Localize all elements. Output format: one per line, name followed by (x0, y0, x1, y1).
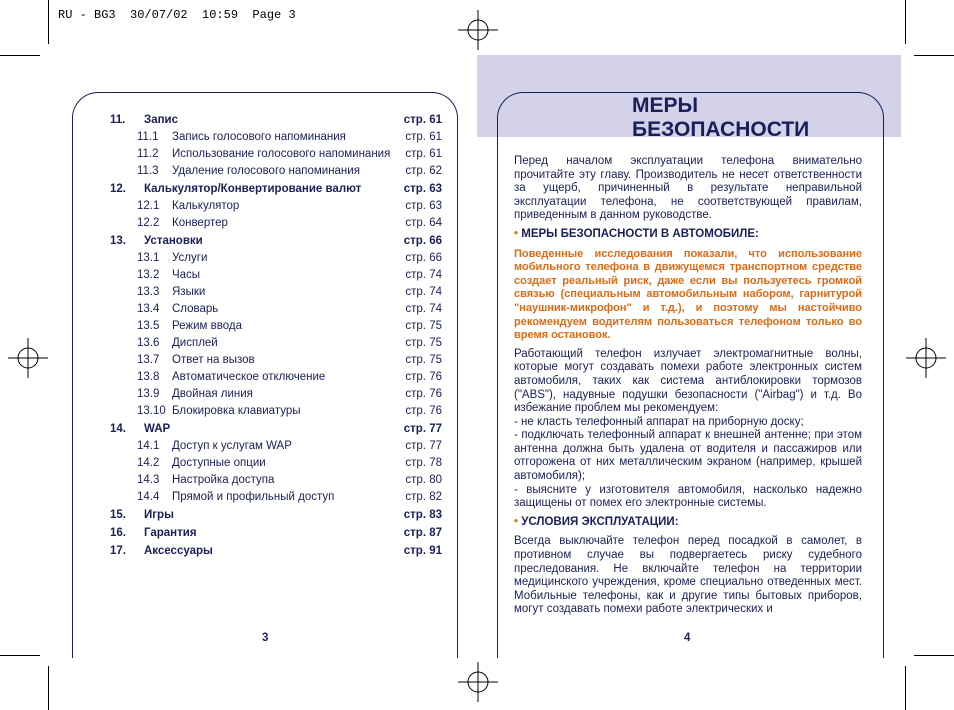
toc-title: Удаление голосового напоминания (172, 165, 360, 177)
toc-number: 12.1 (137, 200, 160, 212)
toc-number: 13.2 (137, 269, 160, 281)
toc-label (137, 146, 397, 163)
section-heading-car: • МЕРЫ БЕЗОПАСНОСТИ В АВТОМОБИЛЕ: (514, 227, 759, 240)
toc-title: Словарь (172, 303, 219, 315)
toc-number: 15. (110, 509, 126, 521)
toc-row (110, 267, 442, 284)
toc-number: 13.10 (137, 405, 166, 417)
toc-label (110, 507, 364, 524)
toc-number: 12. (110, 183, 126, 195)
toc-page: стр. 76 (405, 388, 442, 400)
toc-number: 13.5 (137, 320, 160, 332)
toc-title: Гарантия (144, 527, 197, 539)
toc-page: стр. 66 (403, 235, 442, 247)
toc-label (137, 472, 397, 489)
crop-mark (914, 655, 954, 656)
toc-row (110, 318, 442, 335)
toc-page: стр. 75 (405, 320, 442, 332)
toc-number: 11.1 (137, 131, 159, 143)
toc-page: стр. 75 (405, 337, 442, 349)
toc-row (110, 215, 442, 232)
intro-paragraph: Перед началом эксплуатации телефона внимательно прочитайте эту главу. Производитель не несет ответственности за ущерб, причиненный в результате неправильной эксплуатации телефона, не соответствующей правилам, приведенным в данном руководстве. (514, 155, 862, 222)
toc-title: Режим ввода (172, 320, 242, 332)
safety-text (514, 155, 862, 622)
toc-row (110, 421, 442, 438)
toc-page: стр. 78 (405, 457, 442, 469)
toc-row (110, 146, 442, 163)
toc-page: стр. 80 (405, 474, 442, 486)
toc-number: 14.1 (137, 440, 160, 452)
toc-page: стр. 91 (403, 545, 442, 557)
toc-number: 14.3 (137, 474, 160, 486)
toc-title: Доступные опции (172, 457, 266, 469)
toc-number: 13. (110, 235, 126, 247)
toc-page: стр. 61 (403, 114, 442, 126)
toc-page: стр. 63 (403, 183, 442, 195)
registration-mark-icon (906, 338, 946, 378)
toc-number: 13.7 (137, 354, 160, 366)
toc-page: стр. 61 (405, 148, 442, 160)
crop-mark (914, 55, 954, 56)
toc-row (110, 455, 442, 472)
registration-mark-icon (458, 10, 498, 50)
right-page-number: 4 (684, 632, 691, 644)
toc-number: 11. (110, 114, 126, 126)
toc-label (137, 335, 397, 352)
toc-row (110, 301, 442, 318)
toc-title: Услуги (172, 252, 208, 264)
toc-title: Установки (144, 235, 203, 247)
toc-row (110, 369, 442, 386)
toc-title: Использование голосового напоминания (172, 148, 391, 160)
crop-mark (905, 666, 906, 710)
warning-paragraph: Поведенные исследования показали, что использование мобильного телефона в движущемся транспортном средстве создает реальный риск, даже если вы пользуетесь громкой связью (специальным автомобильным набором, гарнитурой "наушник-микрофон" и т.д.), и поэтому мы настойчиво рекомендуем водителям пользоваться телефоном только во время остановок. (514, 247, 862, 342)
registration-mark-icon (8, 338, 48, 378)
toc-row (110, 472, 442, 489)
toc-label (137, 284, 397, 301)
toc-title: Аксессуары (144, 545, 213, 557)
toc-page: стр. 62 (405, 165, 442, 177)
toc-title: Игры (144, 509, 174, 521)
toc-title: Запис (144, 114, 179, 126)
toc-label (137, 215, 397, 232)
list-item: - подключать телефонный аппарат к внешней антенне; при этом антенна должна быть удалена от водителя и пассажиров или отгорожена от них металлическим экраном (например, крышей автомобиля); (514, 429, 862, 483)
toc-page: стр. 74 (405, 269, 442, 281)
toc-number: 13.8 (137, 371, 160, 383)
toc-title: Настройка доступа (172, 474, 275, 486)
toc-label (137, 352, 397, 369)
toc-row (110, 525, 442, 542)
crop-mark (48, 0, 49, 44)
toc-label (137, 403, 397, 420)
emission-paragraph: Работающий телефон излучает электромагнитные волны, которые могут создавать помехи работе электронных систем автомобиля, таких как система антиблокировки тормозов ("ABS"), надувные подушки безопасности ("Airbag") и т.д. Во избежание проблем мы рекомендуем: (514, 347, 862, 415)
toc-row (110, 233, 442, 250)
toc-page: стр. 76 (405, 371, 442, 383)
toc-page: стр. 74 (405, 286, 442, 298)
toc-number: 13.6 (137, 337, 160, 349)
toc-row (110, 403, 442, 420)
toc-row (110, 489, 442, 506)
toc-title: Конвертер (172, 217, 228, 229)
toc-page: стр. 75 (405, 354, 442, 366)
toc-title: Калькулятор/Конвертирование валют (144, 183, 362, 195)
print-header: RU - BG3 30/07/02 10:59 Page 3 (58, 8, 296, 22)
toc-number: 14.4 (137, 491, 160, 503)
toc-number: 14.2 (137, 457, 160, 469)
left-page-number: 3 (262, 632, 269, 644)
toc-label (110, 112, 364, 129)
toc-label (110, 181, 364, 198)
toc-title: Прямой и профильный доступ (172, 491, 335, 503)
toc-title: Калькулятор (172, 200, 240, 212)
toc-number: 13.1 (137, 252, 160, 264)
toc-page: стр. 83 (403, 509, 442, 521)
toc-row (110, 181, 442, 198)
toc-row (110, 507, 442, 524)
crop-mark (48, 666, 49, 710)
crop-mark (0, 655, 40, 656)
toc-row (110, 352, 442, 369)
toc-title: WAP (144, 423, 171, 435)
crop-mark (0, 55, 40, 56)
toc-page: стр. 63 (405, 200, 442, 212)
toc-row (110, 198, 442, 215)
toc-row (110, 386, 442, 403)
toc-number: 14. (110, 423, 126, 435)
toc-row (110, 163, 442, 180)
toc-number: 13.9 (137, 388, 160, 400)
toc-label (110, 543, 364, 560)
page-title: МЕРЫ БЕЗОПАСНОСТИ (632, 94, 810, 141)
list-item: - не класть телефонный аппарат на приборную доску; (514, 415, 804, 428)
toc-page: стр. 82 (405, 491, 442, 503)
toc-title: Доступ к услугам WAP (172, 440, 292, 452)
toc-number: 13.4 (137, 303, 160, 315)
list-item: - выясните у изготовителя автомобиля, насколько надежно защищены от помех его электронные системы. (514, 483, 862, 510)
toc-number: 12.2 (137, 217, 160, 229)
toc-page: стр. 66 (405, 252, 442, 264)
toc-label (137, 129, 397, 146)
toc-row (110, 543, 442, 560)
toc-row (110, 438, 442, 455)
toc-title: Запись голосового напоминания (172, 131, 346, 143)
toc-number: 11.3 (137, 165, 159, 177)
toc-title: Языки (172, 286, 206, 298)
toc-label (110, 525, 364, 542)
toc-row (110, 129, 442, 146)
toc-page: стр. 77 (403, 423, 442, 435)
toc-page: стр. 64 (405, 217, 442, 229)
toc-label (110, 233, 364, 250)
table-of-contents (110, 112, 442, 560)
toc-number: 16. (110, 527, 126, 539)
toc-label (110, 421, 364, 438)
toc-label (137, 438, 397, 455)
toc-label (137, 318, 397, 335)
toc-row (110, 250, 442, 267)
toc-page: стр. 77 (405, 440, 442, 452)
toc-label (137, 163, 397, 180)
toc-label (137, 198, 397, 215)
toc-label (137, 369, 397, 386)
toc-title: Двойная линия (172, 388, 253, 400)
toc-label (137, 489, 397, 506)
section-heading-conditions: • УСЛОВИЯ ЭКСПЛУАТАЦИИ: (514, 515, 679, 528)
toc-label (137, 301, 397, 318)
crop-mark (905, 0, 906, 44)
toc-row (110, 284, 442, 301)
toc-label (137, 386, 397, 403)
toc-title: Ответ на вызов (172, 354, 255, 366)
toc-page: стр. 74 (405, 303, 442, 315)
toc-label (137, 250, 397, 267)
toc-number: 11.2 (137, 148, 159, 160)
conditions-paragraph: Всегда выключайте телефон перед посадкой в самолет, в противном случае вы подвергаетесь риску судебного преследования. Не включайте телефон на территории медицинского учреждения, кроме специально отведенных мест. Мобильные телефоны, как и другие типы бытовых приборов, могут создавать помехи работе электрических и (514, 535, 862, 616)
toc-label (137, 267, 397, 284)
toc-number: 17. (110, 545, 126, 557)
toc-page: стр. 87 (403, 527, 442, 539)
toc-title: Дисплей (172, 337, 218, 349)
toc-row (110, 112, 442, 129)
toc-title: Автоматическое отключение (172, 371, 326, 383)
toc-title: Часы (172, 269, 201, 281)
toc-page: стр. 76 (405, 405, 442, 417)
toc-label (137, 455, 397, 472)
toc-row (110, 335, 442, 352)
toc-title: Блокировка клавиатуры (172, 405, 301, 417)
toc-page: стр. 61 (405, 131, 442, 143)
toc-number: 13.3 (137, 286, 160, 298)
registration-mark-icon (458, 662, 498, 702)
